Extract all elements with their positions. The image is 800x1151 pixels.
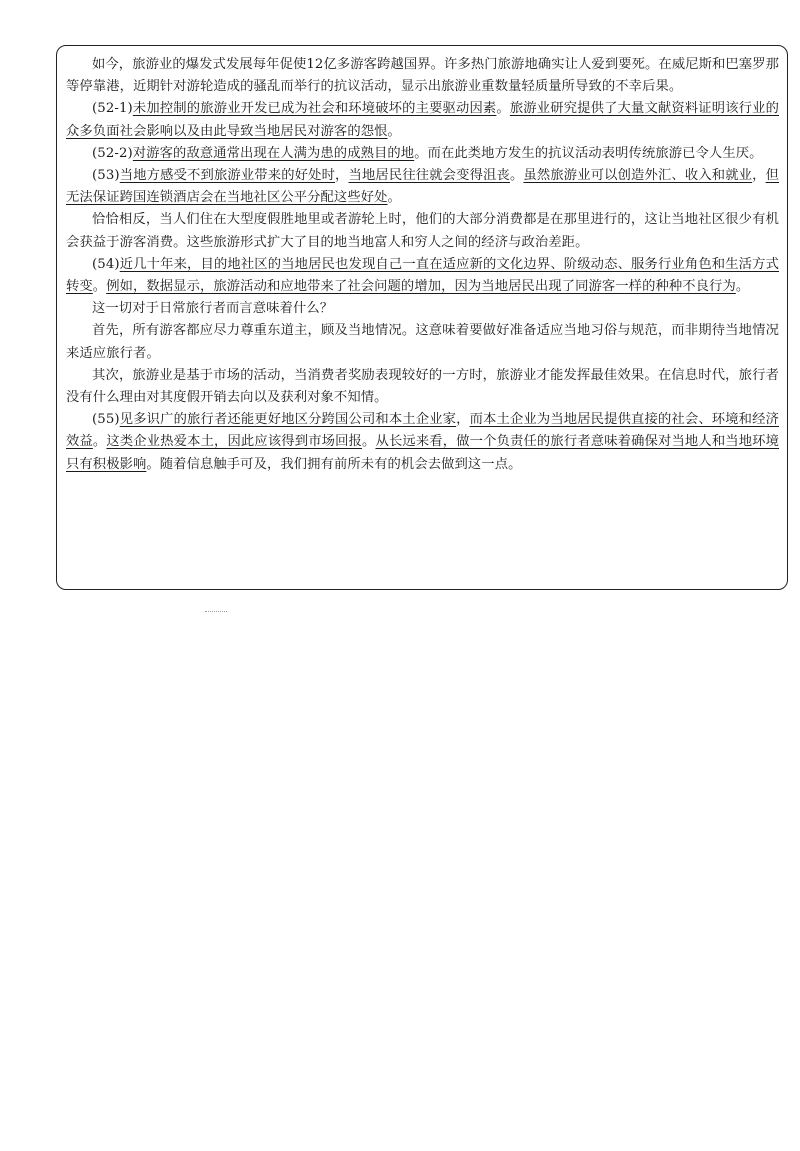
scan-dotted-mark bbox=[205, 611, 227, 612]
text-run: (55) bbox=[92, 412, 120, 428]
paragraph bbox=[66, 54, 779, 98]
underlined-sentence: 当地居民往往就会变得沮丧 bbox=[348, 168, 510, 184]
text-box bbox=[56, 45, 788, 590]
translation-text bbox=[66, 54, 779, 476]
text-run: (53) bbox=[92, 168, 120, 184]
underlined-sentence: 虽然旅游业可以创造外汇、收入和就业 bbox=[523, 168, 753, 184]
underlined-sentence: 对游客的敌意通常出现在人满为患的成熟目的地 bbox=[132, 145, 415, 161]
text-run: 。 bbox=[387, 123, 401, 139]
underlined-sentence: 当地方感受不到旅游业带来的好处时 bbox=[119, 168, 336, 184]
text-run: (52-2) bbox=[92, 145, 133, 161]
text-run: 这一切对于日常旅行者而言意味着什么？ bbox=[92, 301, 334, 317]
text-run: 。 bbox=[735, 279, 750, 295]
text-run: 。而在此类地方发生的抗议活动表明传统旅游已令人生厌。 bbox=[414, 145, 763, 161]
text-run: 。随着信息触手可及，我们拥有前所未有的机会去做到这一点。 bbox=[146, 456, 522, 472]
text-run: 。 bbox=[496, 101, 510, 117]
paragraph bbox=[66, 165, 779, 209]
underlined-sentence: 而本土企业为当地居民提供直接的社会、环境和经济效益 bbox=[66, 412, 779, 450]
text-run: ， bbox=[335, 168, 349, 184]
paragraph bbox=[66, 254, 779, 298]
paragraph bbox=[66, 409, 779, 476]
text-run: (52-1) bbox=[92, 101, 133, 117]
paragraph bbox=[66, 98, 779, 142]
underlined-sentence: 近几十年来，目的地社区的当地居民也发现自己一直在适应新的文化边界、阶级动态、服务行业角色和生活方式转变 bbox=[66, 256, 779, 295]
underlined-sentence: 未加控制的旅游业开发已成为社会和环境破坏的主要驱动因素 bbox=[132, 101, 497, 117]
text-run: 。 bbox=[92, 434, 107, 450]
underlined-sentence: 但无法保证跨国连锁酒店会在当地社区公平分配这些好处 bbox=[66, 168, 780, 206]
paragraph bbox=[66, 209, 779, 253]
paragraph bbox=[66, 365, 779, 409]
text-run: 如今，旅游业的爆发式发展每年促使12亿多游客跨越国界。许多热门旅游地确实让人爱到要死。在威尼斯和巴塞罗那等停靠港，近期针对游轮造成的骚乱而举行的抗议活动，显示出旅游业重数量轻质量所导致的不幸后果。 bbox=[66, 57, 779, 95]
text-run: 恰恰相反，当人们住在大型度假胜地里或者游轮上时，他们的大部分消费都是在那里进行的，这让当地社区很少有机会获益于游客消费。这些旅游形式扩大了目的地当地富人和穷人之间的经济与政治差距。 bbox=[66, 212, 779, 250]
text-run: 其次，旅游业是基于市场的活动，当消费者奖励表现较好的一方时，旅游业才能发挥最佳效果。在信息时代，旅行者没有什么理由对其度假开销去向以及获利对象不知情。 bbox=[66, 367, 779, 406]
text-run: 。 bbox=[362, 434, 376, 450]
text-run: ， bbox=[456, 412, 470, 428]
text-run: ， bbox=[752, 168, 766, 184]
underlined-sentence: 这类企业热爱本土，因此应该得到市场回报 bbox=[106, 434, 363, 450]
paragraph bbox=[66, 320, 779, 364]
underlined-sentence: 旅游业研究提供了大量文献资料证明该行业的众多负面社会影响以及由此导致当地居民对游客的怨恨 bbox=[66, 101, 779, 139]
text-run: (54) bbox=[92, 256, 120, 272]
text-run: 。 bbox=[509, 168, 524, 184]
underlined-sentence: 见多识广的旅行者还能更好地区分跨国公司和本土企业家 bbox=[119, 412, 457, 428]
underlined-sentence: 从长远来看，做一个负责任的旅行者意味着确保对当地人和当地环境只有积极影响 bbox=[66, 434, 780, 472]
text-run: 首先，所有游客都应尽力尊重东道主，顾及当地情况。这意味着要做好准备适应当地习俗与规范，而非期待当地情况来适应旅行者。 bbox=[66, 323, 779, 361]
text-run: 。 bbox=[387, 190, 401, 206]
text-run: 。 bbox=[92, 279, 107, 295]
underlined-sentence: 例如，数据显示，旅游活动和应地带来了社会问题的增加，因为当地居民出现了同游客一样的种种不良行为 bbox=[106, 279, 736, 295]
paragraph bbox=[66, 143, 779, 165]
paragraph bbox=[66, 298, 779, 320]
